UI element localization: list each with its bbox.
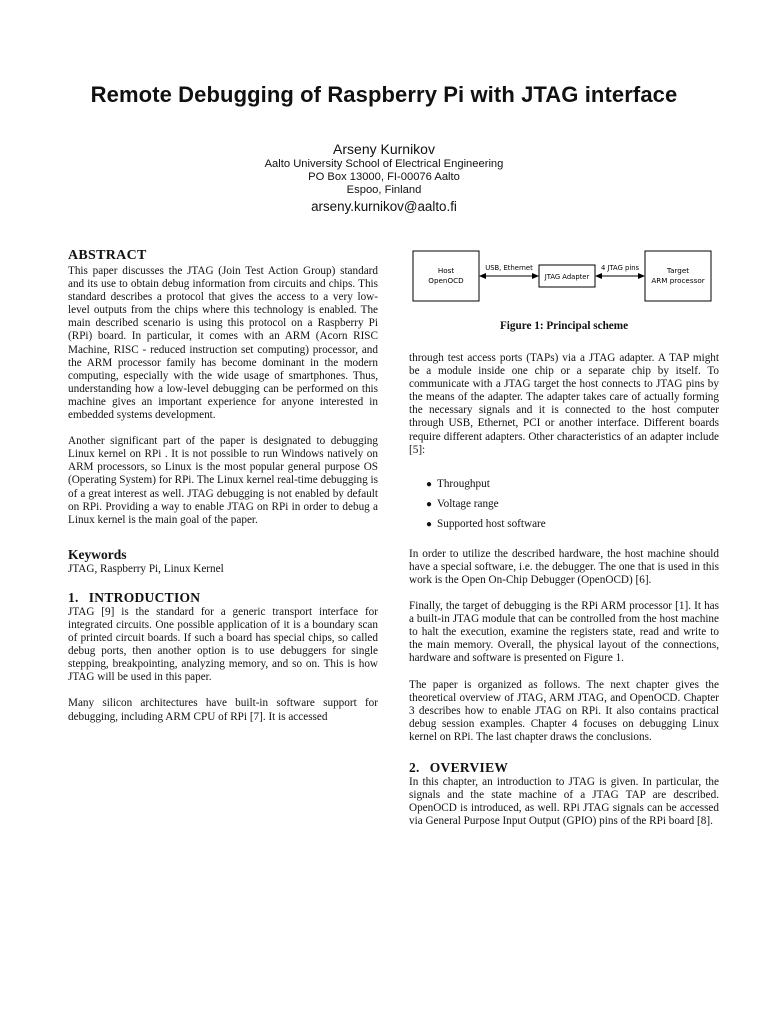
abstract-heading: ABSTRACT (68, 248, 147, 263)
abstract-paragraph: Another significant part of the paper is designated to debugging Linux kernel on RPi . It is not possible to run Windows natively on ARM processors, so Linux is the most popular general purpose OS (Operating System) for RPi. The Linux kernel real-time debugging is of a great interest as well. JTAG debugging is not enabled by default on RPi. Providing a way to enable JTAG on RPi in order to debug a Linux kernel is the main goal of the paper. (68, 435, 378, 526)
introduction-paragraph: Many silicon architectures have built-in software support for debugging, including ARM CPU of RPi [7]. It is accessed (68, 697, 378, 723)
author-affiliation-line: Aalto University School of Electrical Engineering (264, 158, 504, 170)
overview-paragraph: In this chapter, an introduction to JTAG is given. In particular, the signals and the state machine of a JTAG TAP are described. OpenOCD is introduced, as well. RPi JTAG signals can be accessed via General Purpose Input Output (GPIO) pins of the RPi board [8]. (409, 775, 719, 828)
section-heading-overview (409, 760, 719, 776)
target-box-label: ARM processor (651, 276, 705, 285)
section-title: INTRODUCTION (88, 589, 201, 605)
list-item: ● Supported host software (426, 517, 546, 530)
left-column (68, 248, 378, 724)
arrow-head (595, 273, 602, 279)
section-number: 2. (409, 759, 420, 775)
arrow-head (638, 273, 645, 279)
target-box-label: Target (666, 266, 690, 275)
host-box-label: Host (437, 266, 455, 275)
principal-scheme-diagram (409, 246, 719, 316)
abstract-paragraph: This paper discusses the JTAG (Join Test Action Group) standard and its use to obtain debug information from circuits and chips. This standard describes a protocol that gives the access to a very low-level outputs from the chips where this technology is enabled. The main described scenario is using this protocol on a Raspberry Pi (RPi) board. In particular, it comes with an ARM (Acorn RISC Machine, RISC - reduced instruction set computing) processor, and the ARM processor family has become dominant in the modern computing, especially with the wide usage of smartphones. Thus, understanding how a low-level debugging can be performed on this machine gives an important experience for anyone interested in embedded systems development. (68, 265, 378, 422)
bullet-icon: ● (426, 518, 433, 530)
right-paragraph: The paper is organized as follows. The next chapter gives the theoretical overview of JTAG, ARM JTAG, and OpenOCD. Chapter 3 describes how to enable JTAG on RPi. It also contains practical debug session examples. Chapter 4 focuses on debugging Linux kernel on RPi. The last chapter draws the conclusions. (409, 678, 719, 743)
figure-1-caption: Figure 1: Principal scheme (499, 320, 629, 332)
bullet-icon: ● (426, 478, 433, 490)
arrow-head (479, 273, 486, 279)
bullet-icon: ● (426, 498, 433, 510)
author-affiliation-line: PO Box 13000, FI-00076 Aalto (308, 171, 460, 183)
host-box-label: OpenOCD (428, 276, 464, 285)
right-paragraph: Finally, the target of debugging is the RPi ARM processor [1]. It has a built-in JTAG module that can be controlled from the host machine to halt the execution, examine the registers state, read and write to the main memory. Overall, the physical layout of the connections, hardware and software is presented on Figure 1. (409, 600, 719, 665)
arrow-head (532, 273, 539, 279)
adapter-characteristics-list (409, 478, 719, 531)
right-paragraph: through test access ports (TAPs) via a JTAG adapter. A TAP might be a module inside one chip or a separate chip by itself. To communicate with a JTAG target the host connects to JTAG pins by the means of the adapter. The adapter takes care of actually forming the necessary signals and it is connected to the host computer through USB, Ethernet, PCI or another interface. Different boards require different adapters. Other characteristics of an adapter include [5]: (409, 352, 719, 456)
section-number: 1. (68, 589, 79, 605)
right-column (409, 352, 719, 828)
list-item: ● Voltage range (426, 497, 499, 510)
section-heading-introduction (68, 590, 378, 606)
usb-link-label: USB, Ethernet (485, 264, 533, 272)
jtag-adapter-label: JTAG Adapter (544, 273, 590, 281)
keywords-text: JTAG, Raspberry Pi, Linux Kernel (68, 562, 224, 575)
list-item: ● Throughput (426, 477, 490, 490)
keywords-heading: Keywords (68, 546, 127, 562)
jtag-pins-label: 4 JTAG pins (600, 264, 640, 272)
paper-title: Remote Debugging of Raspberry Pi with JTAG interface (90, 82, 678, 107)
right-paragraph: In order to utilize the described hardware, the host machine should have a special software, i.e. the debugger. The one that is used in this work is the Open On-Chip Debugger (OpenOCD) [6]. (409, 547, 719, 586)
author-name: Arseny Kurnikov (333, 141, 435, 157)
introduction-paragraph: JTAG [9] is the standard for a generic transport interface for integrated circuits. One possible application of it is a boundary scan of printed circuit boards. If such a board has special chips, so called debug ports, then another option is to use debuggers for single stepping, breakpointing, analyzing memory, and so on. This is how JTAG will be used in this paper. (68, 605, 378, 684)
author-email: arseny.kurnikov@aalto.fi (311, 199, 457, 214)
section-title: OVERVIEW (429, 759, 509, 775)
author-affiliation-line: Espoo, Finland (346, 184, 422, 196)
author-block (184, 140, 584, 215)
